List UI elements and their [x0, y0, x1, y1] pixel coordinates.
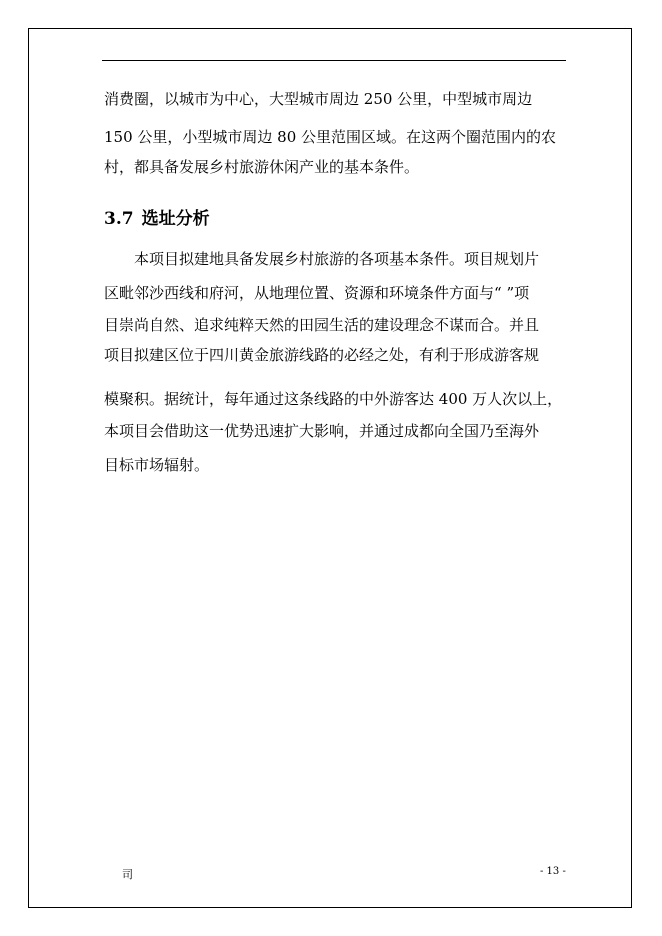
section-heading [104, 204, 210, 229]
body-line: 项目拟建区位于四川黄金旅游线路的必经之处，有利于形成游客规 [104, 346, 540, 364]
body-line: 目标市场辐射。 [104, 456, 210, 474]
footer-company-fragment: 司 [122, 868, 133, 881]
section-title: 选址分析 [141, 209, 210, 229]
body-line: 本项目会借助这一优势迅速扩大影响，并通过成都向全国乃至海外 [104, 422, 540, 440]
body-line: 模聚积。据统计，每年通过这条线路的中外游客达 400 万人次以上， [104, 390, 563, 408]
section-number: 3.7 [104, 209, 134, 229]
intro-line: 消费圈，以城市为中心，大型城市周边 250 公里，中型城市周边 [104, 90, 533, 108]
header-divider [102, 60, 566, 61]
body-line: 目崇尚自然、追求纯粹天然的田园生活的建设理念不谋而合。并且 [104, 316, 540, 334]
body-line: 区毗邻沙西线和府河，从地理位置、资源和环境条件方面与“ ”项 [104, 284, 530, 302]
intro-line: 150 公里，小型城市周边 80 公里范围区域。在这两个圈范围内的农 [104, 128, 557, 146]
page-number: - 13 - [540, 866, 566, 877]
intro-line: 村，都具备发展乡村旅游休闲产业的基本条件。 [104, 158, 420, 176]
body-line: 本项目拟建地具备发展乡村旅游的各项基本条件。项目规划片 [134, 250, 540, 268]
